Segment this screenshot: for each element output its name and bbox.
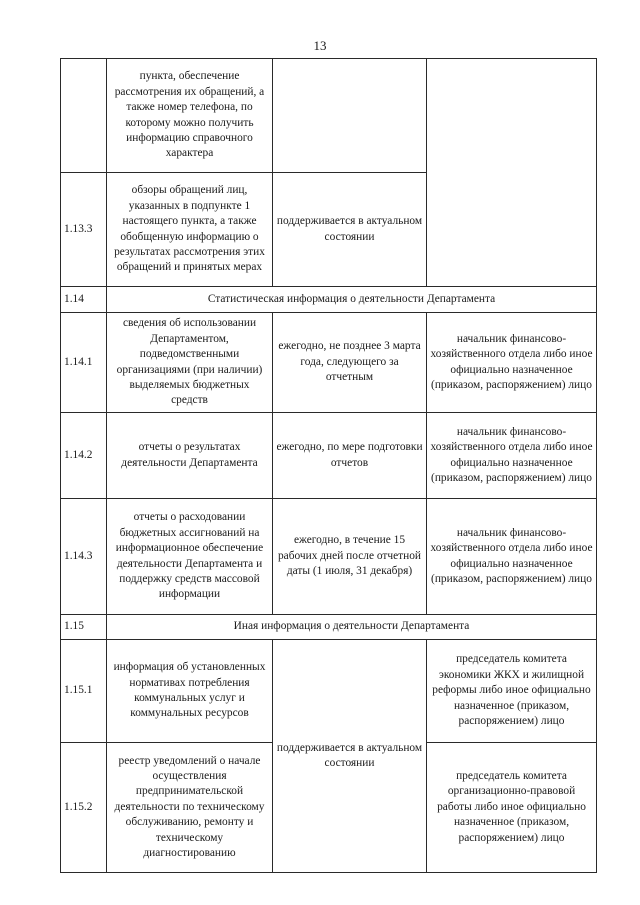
row-description: отчеты о результатах деятельности Департамента <box>107 413 273 499</box>
row-responsible: начальник финансово-хозяйственного отдела либо иное официально назначенное (приказом, распоряжением) лицо <box>427 313 597 413</box>
section-title: Иная информация о деятельности Департамента <box>107 615 597 640</box>
table-row <box>61 413 597 499</box>
row-description: обзоры обращений лиц, указанных в подпункте 1 настоящего пункта, а также обобщенную информацию о результатах рассмотрения этих обращений и принятых мерах <box>107 173 273 287</box>
row-number <box>61 59 107 173</box>
section-number: 1.14 <box>61 287 107 313</box>
row-responsible: начальник финансово-хозяйственного отдела либо иное официально назначенное (приказом, распоряжением) лицо <box>427 499 597 615</box>
section-title: Статистическая информация о деятельности Департамента <box>107 287 597 313</box>
row-number: 1.15.1 <box>61 640 107 743</box>
row-description: сведения об использовании Департаментом, подведомственными организациями (при наличии) выделяемых бюджетных средств <box>107 313 273 413</box>
row-term: поддерживается в актуальном состоянии <box>273 173 427 287</box>
row-number: 1.14.1 <box>61 313 107 413</box>
section-row <box>61 615 597 640</box>
row-description: информация об установленных нормативах потребления коммунальных услуг и коммунальных ресурсов <box>107 640 273 743</box>
row-responsible: начальник финансово-хозяйственного отдела либо иное официально назначенное (приказом, распоряжением) лицо <box>427 413 597 499</box>
table-row <box>61 313 597 413</box>
page-number: 13 <box>313 38 327 53</box>
row-term: ежегодно, в течение 15 рабочих дней после отчетной даты (1 июля, 31 декабря) <box>273 499 427 615</box>
row-description: реестр уведомлений о начале осуществления предпринимательской деятельности по техническому обслуживанию, ремонту и техническому диагностированию <box>107 743 273 873</box>
table-row <box>61 499 597 615</box>
table-row <box>61 640 597 743</box>
row-responsible: председатель комитета экономики ЖКХ и жилищной реформы либо иное официально назначенное (приказом, распоряжением) лицо <box>427 640 597 743</box>
row-term: поддерживается в актуальном состоянии <box>273 640 427 873</box>
row-number: 1.13.3 <box>61 173 107 287</box>
section-row <box>61 287 597 313</box>
table-row <box>61 59 597 173</box>
information-table <box>60 58 597 873</box>
row-term: ежегодно, по мере подготовки отчетов <box>273 413 427 499</box>
row-responsible <box>427 59 597 287</box>
row-description: отчеты о расходовании бюджетных ассигнований на информационное обеспечение деятельности Департамента и поддержку средств массовой информации <box>107 499 273 615</box>
row-term <box>273 59 427 173</box>
section-number: 1.15 <box>61 615 107 640</box>
row-number: 1.14.2 <box>61 413 107 499</box>
row-description: пункта, обеспечение рассмотрения их обращений, а также номер телефона, по которому можно получить информацию справочного характера <box>107 59 273 173</box>
row-number: 1.15.2 <box>61 743 107 873</box>
row-term: ежегодно, не позднее 3 марта года, следующего за отчетным <box>273 313 427 413</box>
row-responsible: председатель комитета организационно-правовой работы либо иное официально назначенное (приказом, распоряжением) лицо <box>427 743 597 873</box>
row-number: 1.14.3 <box>61 499 107 615</box>
